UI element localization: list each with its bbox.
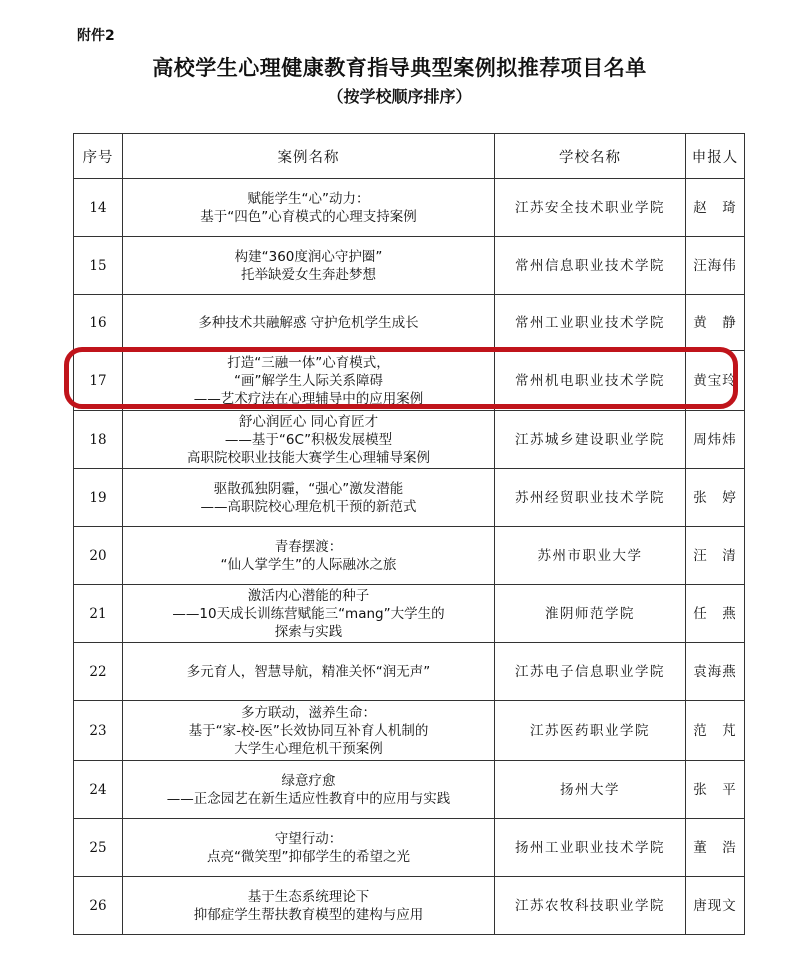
cell-no: 19 [74,469,123,527]
cell-school-name: 淮阴师范学院 [495,585,686,643]
case-name-line: “仙人掌学生”的人际融冰之旅 [220,556,397,573]
cell-case-name [123,819,495,877]
cell-school-name: 常州机电职业技术学院 [495,351,686,411]
case-name-line: ——高职院校心理危机干预的新范式 [200,498,417,515]
cell-no: 23 [74,701,123,761]
cell-reporter: 董 浩 [686,819,745,877]
table-row [74,761,745,819]
cell-case-name [123,585,495,643]
cell-case-name [123,761,495,819]
attachment-label: 附件2 [77,28,115,44]
case-name-line: 大学生心理危机干预案例 [234,740,383,757]
table-row [74,527,745,585]
cell-school-name: 常州工业职业技术学院 [495,295,686,351]
case-name-line: 激活内心潜能的种子 [247,587,370,604]
cell-reporter: 赵 琦 [686,179,745,237]
table-row [74,819,745,877]
table-row [74,351,745,411]
cell-school-name: 扬州工业职业技术学院 [495,819,686,877]
cell-reporter: 周炜炜 [686,411,745,469]
case-list-table [73,133,745,935]
cell-case-name [123,469,495,527]
cell-school-name: 常州信息职业技术学院 [495,237,686,295]
cell-no: 21 [74,585,123,643]
case-name-line: 舒心润匠心 同心育匠才 [238,413,379,430]
case-name-line: ——正念园艺在新生适应性教育中的应用与实践 [166,790,451,807]
cell-no: 22 [74,643,123,701]
cell-no: 16 [74,295,123,351]
cell-school-name: 江苏电子信息职业学院 [495,643,686,701]
table-row [74,877,745,935]
cell-reporter: 黄 静 [686,295,745,351]
cell-case-name [123,237,495,295]
cell-no: 20 [74,527,123,585]
cell-no: 17 [74,351,123,411]
cell-school-name: 扬州大学 [495,761,686,819]
cell-reporter: 唐现文 [686,877,745,935]
cell-case-name [123,877,495,935]
case-name-line: ——基于“6C”积极发展模型 [224,431,393,448]
table-row [74,585,745,643]
cell-school-name: 江苏医药职业学院 [495,701,686,761]
cell-reporter: 任 燕 [686,585,745,643]
cell-no: 25 [74,819,123,877]
cell-no: 26 [74,877,123,935]
cell-reporter: 张 平 [686,761,745,819]
case-name-line: 基于生态系统理论下 [247,888,370,905]
case-name-line: 驱散孤独阴霾，“强心”激发潜能 [213,480,404,497]
cell-case-name [123,527,495,585]
case-name-line: 赋能学生“心”动力： [247,190,370,207]
cell-reporter: 汪海伟 [686,237,745,295]
table-row [74,701,745,761]
cell-reporter: 张 婷 [686,469,745,527]
cell-school-name: 江苏农牧科技职业学院 [495,877,686,935]
case-name-line: “画”解学生人际关系障碍 [234,372,383,389]
case-name-line: 青春摆渡： [274,538,343,555]
table-row [74,643,745,701]
cell-no: 15 [74,237,123,295]
case-name-line: 多元育人，智慧导航，精准关怀“润无声” [186,663,431,680]
case-name-line: 探索与实践 [274,623,343,640]
table-row [74,469,745,527]
cell-case-name [123,295,495,351]
document-title: 高校学生心理健康教育指导典型案例拟推荐项目名单 [152,55,647,80]
cell-case-name [123,179,495,237]
cell-case-name [123,643,495,701]
header-school-name: 学校名称 [495,134,686,179]
case-name-line: 抑郁症学生帮扶教育模型的建构与应用 [193,906,424,923]
cell-reporter: 汪 清 [686,527,745,585]
case-name-line: 基于“家-校-医”长效协同互补育人机制的 [188,722,429,739]
cell-reporter: 黄宝玲 [686,351,745,411]
header-case-name: 案例名称 [123,134,495,179]
case-name-line: 点亮“微笑型”抑郁学生的希望之光 [207,848,410,865]
cell-no: 14 [74,179,123,237]
case-name-line: 高职院校职业技能大赛学生心理辅导案例 [187,449,430,466]
table-row [74,179,745,237]
cell-school-name: 江苏城乡建设职业学院 [495,411,686,469]
cell-case-name [123,411,495,469]
case-name-line: 基于“四色”心育模式的心理支持案例 [200,208,417,225]
table-row [74,411,745,469]
case-name-line: 守望行动： [274,830,343,847]
table-header-row [74,134,745,179]
cell-school-name: 苏州市职业大学 [495,527,686,585]
case-name-line: 构建“360度润心守护圈” [234,248,383,265]
case-name-line: ——10天成长训练营赋能三“mang”大学生的 [172,605,445,622]
case-name-line: 多方联动，滋养生命： [241,704,376,721]
cell-no: 18 [74,411,123,469]
case-name-line: 打造“三融一体”心育模式， [227,354,390,371]
cell-reporter: 袁海燕 [686,643,745,701]
case-name-line: 托举缺爱女生奔赴梦想 [241,266,376,283]
header-reporter: 申报人 [686,134,745,179]
cell-case-name [123,351,495,411]
table-row [74,237,745,295]
case-name-line: ——艺术疗法在心理辅导中的应用案例 [193,390,424,407]
cell-school-name: 江苏安全技术职业学院 [495,179,686,237]
document-subtitle: （按学校顺序排序） [327,87,472,106]
cell-no: 24 [74,761,123,819]
case-name-line: 绿意疗愈 [281,772,336,789]
header-no: 序号 [74,134,123,179]
cell-school-name: 苏州经贸职业技术学院 [495,469,686,527]
table-row [74,295,745,351]
cell-reporter: 范 芃 [686,701,745,761]
case-name-line: 多种技术共融解惑 守护危机学生成长 [198,314,419,331]
cell-case-name [123,701,495,761]
